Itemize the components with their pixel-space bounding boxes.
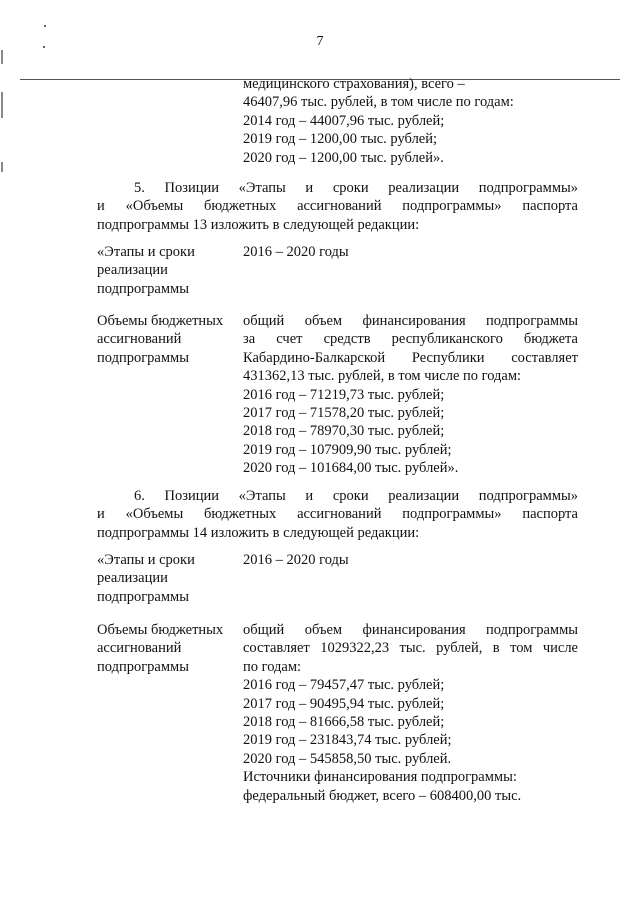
section-5-budget-value [243,312,578,478]
budget-line: 2017 год – 90495,94 тыс. рублей; [243,695,445,712]
budget-line: 2016 год – 79457,47 тыс. рублей; [243,677,445,694]
paragraph-line: 6. Позиции «Этапы и сроки реализации подпрограммы» [134,488,578,504]
intro-line: медицинского страхования), всего – [243,76,465,92]
budget-line: 431362,13 тыс. рублей, в том числе по годам: [243,368,522,385]
budget-line: 2020 год – 101684,00 тыс. рублей». [243,460,459,477]
budget-line: за счет средств республиканского бюджета [243,331,578,348]
page-number: 7 [316,34,324,49]
section-5-stages-label [97,243,237,298]
budget-line: 2016 год – 71219,73 тыс. рублей; [243,386,445,403]
intro-line: 46407,96 тыс. рублей, в том числе по годам: [243,94,514,111]
scan-edge-mark [1,50,3,64]
section-5-paragraph [97,179,578,234]
paragraph-line: и «Объемы бюджетных ассигнований подпрограммы» паспорта [97,506,578,523]
budget-line: 2018 год – 78970,30 тыс. рублей; [243,423,445,440]
budget-line: 2020 год – 545858,50 тыс. рублей. [243,750,452,767]
intro-line: 2020 год – 1200,00 тыс. рублей». [243,149,444,166]
scan-edge-mark [1,92,3,118]
budget-line: 2019 год – 231843,74 тыс. рублей; [243,732,452,749]
label-line: подпрограммы [97,588,189,605]
budget-line: Источники финансирования подпрограммы: [243,769,517,786]
paragraph-line: подпрограммы 13 изложить в следующей редакции: [97,216,420,233]
budget-line: Кабардино-Балкарской Республики составляет [243,349,578,366]
label-line: реализации [97,570,168,587]
paragraph-line: и «Объемы бюджетных ассигнований подпрограммы» паспорта [97,198,578,215]
label-line: Объемы бюджетных [97,622,224,638]
budget-line: по годам: [243,658,302,675]
section-6-budget-value [243,621,578,805]
budget-line: составляет 1029322,23 тыс. рублей, в том числе [243,640,578,657]
label-line: ассигнований [97,640,182,657]
label-line: подпрограммы [97,349,189,366]
stages-value: 2016 – 2020 годы [243,244,349,260]
budget-line: общий объем финансирования подпрограммы [243,622,578,638]
budget-line: 2019 год – 107909,90 тыс. рублей; [243,441,452,458]
section-6-stages-label [97,551,237,606]
section-6-paragraph [97,487,578,542]
section-5-stages-value [243,243,578,261]
stages-value: 2016 – 2020 годы [243,552,349,568]
paragraph-line: 5. Позиции «Этапы и сроки реализации подпрограммы» [134,180,578,196]
intro-continuation [243,75,578,167]
intro-line: 2019 год – 1200,00 тыс. рублей; [243,131,438,148]
budget-line: общий объем финансирования подпрограммы [243,313,578,329]
label-line: подпрограммы [97,280,189,297]
label-line: реализации [97,262,168,279]
budget-line: 2018 год – 81666,58 тыс. рублей; [243,713,445,730]
label-line: «Этапы и сроки [97,552,195,568]
scan-edge-mark [1,162,3,172]
label-line: «Этапы и сроки [97,244,195,260]
section-6-budget-label [97,621,237,676]
label-line: Объемы бюджетных [97,313,224,329]
section-5-budget-label [97,312,237,367]
label-line: подпрограммы [97,658,189,675]
intro-line: 2014 год – 44007,96 тыс. рублей; [243,112,445,129]
label-line: ассигнований [97,331,182,348]
budget-line: федеральный бюджет, всего – 608400,00 тыс. [243,787,522,804]
scan-speck [44,25,46,27]
paragraph-line: подпрограммы 14 изложить в следующей редакции: [97,524,420,541]
section-6-stages-value [243,551,578,569]
budget-line: 2017 год – 71578,20 тыс. рублей; [243,404,445,421]
